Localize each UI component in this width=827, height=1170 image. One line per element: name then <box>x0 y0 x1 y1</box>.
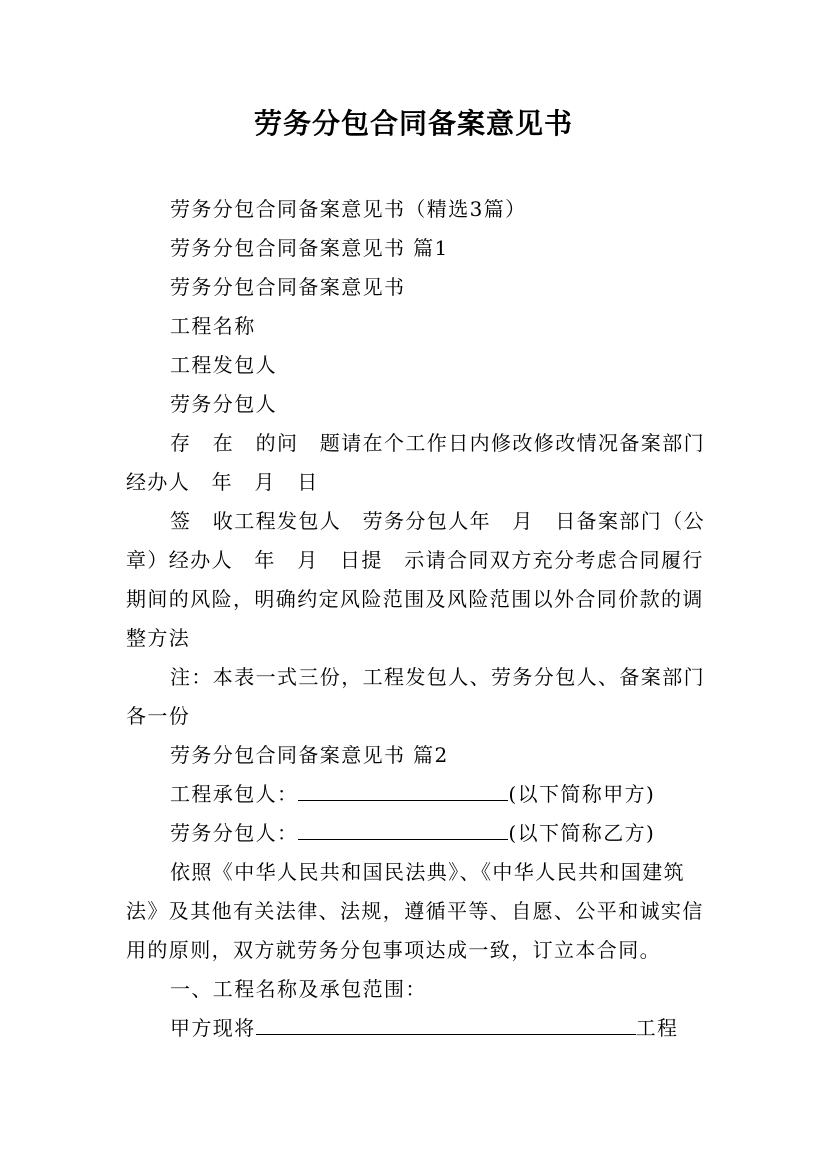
paragraph-section-1-heading: 劳务分包合同备案意见书 篇1 <box>170 236 449 260</box>
paragraph-selected-count: 劳务分包合同备案意见书（精选3篇） <box>170 197 527 221</box>
project-transfer-suffix: 工程 <box>635 1016 679 1040</box>
paragraph-form-title: 劳务分包合同备案意见书 <box>170 275 406 299</box>
paragraph-labor-subcontractor: 劳务分包人 <box>170 392 277 416</box>
paragraph-party-b <box>126 814 716 853</box>
paragraph-section-2-heading: 劳务分包合同备案意见书 篇2 <box>170 743 449 767</box>
project-transfer-prefix: 甲方现将 <box>170 1016 256 1040</box>
paragraph-project-name: 工程名称 <box>170 314 256 338</box>
paragraph-section-scope-heading: 一、工程名称及承包范围： <box>170 977 427 1001</box>
party-b-blank[interactable] <box>298 817 508 840</box>
party-a-blank[interactable] <box>298 778 508 801</box>
paragraph-project-transfer <box>126 1009 716 1048</box>
paragraph-project-contractor: 工程发包人 <box>170 353 277 377</box>
paragraph-issues: 存 在 的问 题请在个工作日内修改修改情况备案部门经办人 年 月 日 <box>126 431 705 494</box>
party-b-label: 劳务分包人： <box>170 821 299 845</box>
paragraph-signoff: 签 收工程发包人 劳务分包人年 月 日备案部门（公章）经办人 年 月 日提 示请合同双方充分考虑合同履行期间的风险，明确约定风险范围及风险范围以外合同价款的调整方法 <box>126 509 705 650</box>
project-name-blank[interactable] <box>256 1012 636 1035</box>
document-body <box>126 190 716 1048</box>
paragraph-legal-basis: 依照《中华人民共和国民法典》、《中华人民共和国建筑法》及其他有关法律、法规，遵循平等、自愿、公平和诚实信用的原则，双方就劳务分包事项达成一致，订立本合同。 <box>126 860 704 962</box>
party-b-suffix: (以下简称乙方) <box>508 821 656 845</box>
paragraph-note: 注：本表一式三份，工程发包人、劳务分包人、备案部门各一份 <box>126 665 705 728</box>
party-a-label: 工程承包人： <box>170 782 299 806</box>
paragraph-party-a <box>126 775 716 814</box>
document-title: 劳务分包合同备案意见书 <box>253 107 573 140</box>
party-a-suffix: (以下简称甲方) <box>508 782 656 806</box>
